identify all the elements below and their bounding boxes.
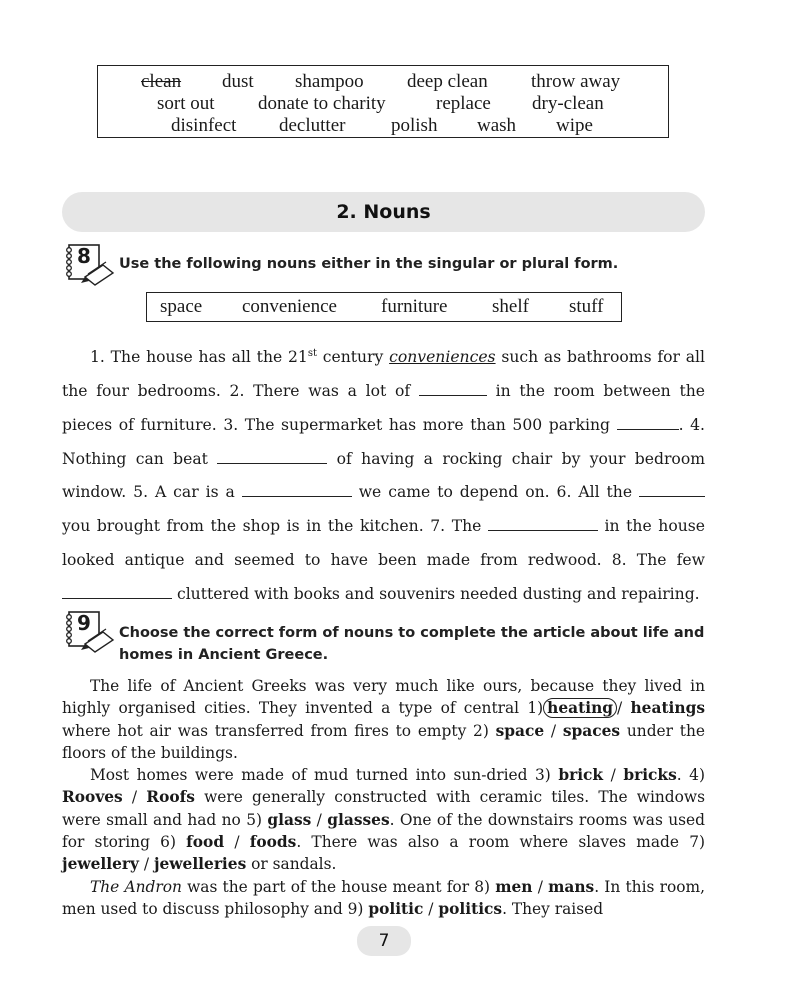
text-run: The life of Ancient Greeks was very much like ours, because they lived in highly organised cities. They invented a type of central 1) <box>62 677 705 718</box>
word-item: donate to charity <box>258 93 386 114</box>
text-run: were generally constructed with ceramic tiles. The windows were small and had no 5) <box>62 788 705 829</box>
blank-field[interactable] <box>617 415 679 430</box>
separator: / <box>423 899 439 918</box>
word-item: disinfect <box>171 115 237 136</box>
example-answer: conveniences <box>389 348 496 367</box>
option[interactable]: heatings <box>630 699 706 718</box>
text-run: . 4. Nothing can beat <box>62 415 705 468</box>
separator: / <box>544 721 563 740</box>
separator: / <box>224 833 250 852</box>
option[interactable]: mans <box>548 877 595 896</box>
option[interactable]: food <box>186 833 225 852</box>
separator: / <box>138 855 154 874</box>
article-paragraph <box>62 876 705 921</box>
option[interactable]: Roofs <box>146 788 195 807</box>
noun-item: furniture <box>381 296 448 317</box>
word-item: dry-clean <box>532 93 604 114</box>
blank-field[interactable] <box>217 449 327 464</box>
text-run: or sandals. <box>246 855 337 874</box>
instruction-line: homes in Ancient Greece. <box>119 647 329 663</box>
word-item: replace <box>436 93 491 114</box>
word-item: clean <box>141 71 182 92</box>
noun-item: stuff <box>569 296 604 317</box>
noun-item: shelf <box>492 296 529 317</box>
article-paragraph <box>62 675 705 764</box>
option[interactable]: brick <box>558 766 604 785</box>
text-run: cluttered with books and souvenirs needed dusting and repairing. <box>172 584 700 603</box>
text-run: . 4) <box>676 766 705 785</box>
text-run: such as bathrooms for all the four bedrooms. 2. There was a lot of <box>62 348 705 400</box>
option[interactable]: Rooves <box>62 788 123 807</box>
blank-field[interactable] <box>242 482 352 497</box>
text-run: Most homes were made of mud turned into sun-dried 3) <box>90 766 559 785</box>
word-box-row <box>98 115 668 137</box>
text-run: . They raised <box>502 899 604 918</box>
separator: / <box>617 699 631 718</box>
exercise9-article <box>62 675 705 920</box>
text-run: in the house looked antique and seemed to have been made from redwood. 8. The few <box>62 517 705 569</box>
exercise-number: 8 <box>77 244 91 268</box>
page-number: 7 <box>357 926 411 956</box>
instruction-line: Choose the correct form of nouns to complete the article about life and <box>119 625 705 641</box>
option-selected[interactable]: heating <box>543 698 617 718</box>
exercise-number: 9 <box>77 611 91 635</box>
word-item: wipe <box>556 115 593 136</box>
section-header <box>62 192 705 232</box>
separator: / <box>532 877 549 896</box>
option[interactable]: jewellery <box>62 855 139 874</box>
word-item: deep clean <box>407 71 488 92</box>
text-run: where hot air was transferred from fires to empty 2) <box>62 721 496 740</box>
word-item: wash <box>477 115 517 136</box>
separator: / <box>603 766 624 785</box>
blank-field[interactable] <box>488 516 598 531</box>
noun-box <box>146 292 622 322</box>
word-item: dust <box>222 71 254 92</box>
word-item: throw away <box>531 71 621 92</box>
word-box-row <box>98 93 668 115</box>
word-item: shampoo <box>295 71 364 92</box>
text-run: of having a rocking chair by your bedroom window. 5. A car is a <box>62 449 705 502</box>
option[interactable]: bricks <box>623 766 677 785</box>
text-run: was the part of the house meant for 8) <box>181 877 496 896</box>
word-item: declutter <box>279 115 346 136</box>
separator: / <box>122 788 147 807</box>
exercise-instruction: Use the following nouns either in the singular or plural form. <box>119 256 619 272</box>
option[interactable]: foods <box>249 833 297 852</box>
option[interactable]: glass <box>267 810 312 829</box>
option[interactable]: space <box>495 721 545 740</box>
blank-field[interactable] <box>62 584 172 599</box>
text-run: under the floors of the buildings. <box>62 721 705 762</box>
superscript: st <box>307 348 317 359</box>
word-box-row <box>98 71 668 93</box>
noun-item: convenience <box>242 296 337 317</box>
notebook-pencil-icon <box>61 243 117 287</box>
text-run: . There was also a room where slaves made 7) <box>296 833 705 852</box>
text-run: . In this room, men used to discuss philosophy and 9) <box>62 877 705 918</box>
text-run: you brought from the shop is in the kitchen. 7. The <box>62 517 488 536</box>
option[interactable]: jewelleries <box>153 855 247 874</box>
text-run: . One of the downstairs rooms was used for storing 6) <box>62 810 705 852</box>
separator: / <box>311 810 328 829</box>
section-title: 2. Nouns <box>336 201 431 223</box>
article-paragraph <box>62 764 705 875</box>
option[interactable]: men <box>495 877 533 896</box>
noun-item: space <box>160 296 203 317</box>
option[interactable]: politics <box>438 899 503 918</box>
text-run: in the room between the pieces of furniture. 3. The supermarket has more than 500 parking <box>62 381 705 434</box>
option[interactable]: politic <box>368 899 424 918</box>
text-run: century <box>316 348 390 367</box>
italic-term: The Andron <box>90 877 182 896</box>
text-run: 1. The house has all the 21 <box>90 348 308 367</box>
notebook-pencil-icon <box>61 610 117 654</box>
word-box <box>97 65 669 138</box>
word-item: polish <box>391 115 438 136</box>
exercise8-text <box>62 337 705 612</box>
text-run: we came to depend on. 6. All the <box>351 483 639 502</box>
option[interactable]: glasses <box>327 810 390 829</box>
exercise-instruction <box>119 622 704 666</box>
option[interactable]: spaces <box>562 721 621 740</box>
blank-field[interactable] <box>419 381 487 396</box>
word-item: sort out <box>157 93 215 114</box>
blank-field[interactable] <box>639 482 705 497</box>
